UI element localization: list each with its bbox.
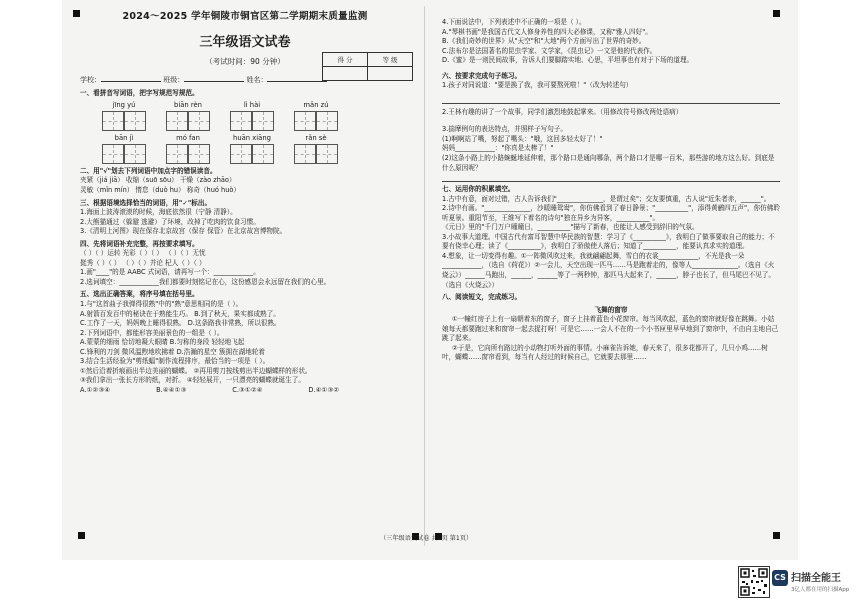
option-line: ①然后沿着折痕画出半边美丽的蝴蝶。 ②再用剪刀按线剪出半边蝴蝶样的形状。 — [80, 366, 312, 375]
pinyin: mó fan — [176, 134, 200, 143]
exam-subject: 三年级语文试卷 — [199, 34, 291, 50]
pinyin: biān rèn — [174, 101, 202, 110]
writing-cell[interactable] — [230, 144, 252, 164]
score-cell[interactable] — [323, 67, 368, 81]
question-line: 1.孩子对同说道："要是换了我，我可要熬死啦！"（改为转述句） — [442, 81, 633, 90]
question-line: 4.下面说法中，下列表述中不正确的一项是（ ）。 — [442, 18, 586, 26]
exam-time: （考试时间：90 分钟） — [205, 56, 285, 66]
question-line: 2.诗中有画。"______________，沙暖睡鸳鸯"，你仿佛看到了春日静景；"__________"，添得黄鹂四五声"，你仿佛聆听夏景。重阳节至，王维写下着名的诗句"独在异乡为异客，__________"。 — [442, 204, 780, 222]
option-d: D.④①③② — [308, 385, 340, 394]
pinyin: bān jì — [114, 134, 134, 143]
writing-cell[interactable] — [316, 144, 338, 164]
writing-cell[interactable] — [124, 111, 146, 131]
question-line: 2.下列词语中，都能形容美丽景色的一组是（ ）。 — [80, 328, 224, 337]
pinyin: jīng yú — [112, 101, 136, 110]
writing-cell[interactable] — [102, 111, 124, 131]
fill-sentence: 妈妈____________："你真是太棒了！" — [442, 144, 554, 153]
writing-cell[interactable] — [188, 111, 210, 131]
page-footer: （三年级语文试卷 共2页 第1页） — [380, 535, 473, 542]
section-1-heading: 一、看拼音写词语，把字写规范写规范。 — [80, 88, 199, 97]
writing-cell[interactable] — [316, 111, 338, 131]
score-table — [322, 52, 413, 81]
example-sentence: (1)啊啊站了嘴，努起了嘴头："哦，这回多轻太好了！" — [442, 134, 603, 143]
page-divider — [424, 6, 425, 546]
exam-title: 2024～2025 学年铜陵市铜官区第二学期期末质量监测 — [122, 11, 368, 22]
question-line: 1.海面上波涛滚滚的时候，海底依然很（宁静 清静）。 — [80, 208, 237, 217]
grade-cell[interactable] — [368, 67, 413, 81]
pinyin: lì hài — [243, 101, 261, 110]
answer-options — [80, 386, 410, 396]
pinyin-row-1 — [102, 101, 410, 111]
pinyin: huān xiāng — [233, 134, 271, 143]
section-6-heading: 六、按要求完成句子练习。 — [442, 71, 522, 80]
question-line: 3.结合生活经验为"剪纸蝠"制作流程排序，最恰当的一项是（ ）。 — [80, 357, 270, 366]
section-8-heading: 八、阅读短文，完成练习。 — [442, 293, 522, 302]
option-line: C.锋利的刀剑 微风温煦地吹拂着 D.浩瀚的星空 簇拥在湖地轮着 — [80, 347, 266, 356]
pinyin: rǎn sè — [305, 134, 327, 143]
option-a: A.①②③④ — [80, 385, 111, 394]
question-line: 灵敏（mǐn mín） 惰怠（duò hu） 称奇（huó huò） — [80, 185, 241, 194]
question-line: 1.古中有意，面对过错，古人告诉我们"______________，是谓过矣"；交友要慎重，古人说"近朱者赤，______"。 — [442, 194, 771, 203]
name-label: 姓名： — [246, 76, 268, 85]
registration-mark — [73, 10, 80, 17]
writing-grid-row-2 — [102, 144, 410, 164]
writing-cell[interactable] — [252, 111, 274, 131]
writing-cell[interactable] — [166, 111, 188, 131]
writing-grid-row-1 — [102, 111, 410, 131]
question-line: 挺秀（ ）（ ） （ ）（ ）并论 杞人（ ）（ ） — [80, 258, 206, 267]
section-7-heading: 七、运用你的积累填空。 — [442, 185, 515, 194]
option-line: ③我们拿出一张长方形的纸，对折。 ④轻轻展开，一只漂亮的蝴蝶就诞生了。 — [80, 376, 305, 385]
option-line: B.《我们奇妙的世界》从"天空"和"大地"两个方面写出了世界的奇妙。 — [442, 37, 646, 46]
question-line: 3.《清明上河图》现在保存北京故宫（保存 保管）在北京故宫博物院。 — [80, 227, 287, 236]
question-line: 1.画"____"的是 AABC 式词语，请再写一个：____________。 — [80, 268, 260, 277]
left-page — [80, 0, 410, 540]
answer-line[interactable] — [442, 173, 780, 182]
writing-cell[interactable] — [124, 144, 146, 164]
question-line: 2.王林有趣的讲了一个故事，同学们激烈地鼓起掌来。（用修改符号修改两处语病） — [442, 107, 683, 116]
writing-cell[interactable] — [294, 144, 316, 164]
section-5-heading: 五、选出正确答案，将序号填在括号里。 — [80, 290, 199, 299]
option-line: A."琴棋书画"是我国古代文人修身养性的四大必修课，又称"雅人四好"。 — [442, 27, 652, 36]
option-c: C.③①②④ — [232, 385, 263, 394]
passage-paragraph: ①一幢红房子上有一扇朝着东的窗子，窗子上挂着蓝色小花窗帘。每当风吹起，蓝色的窗帘就好像在跳舞。小姑娘每天都要跑过来和窗帘一起去捉打呀！可是它……一会人不在的一个小书匣里早早地到了窗帘中，不由自主地自己跳了起来。 — [442, 315, 779, 343]
question-line: 《元日》里的"千门万户曈曈日，__________"描写了新春，也能让人感受到辞旧的气氛。 — [442, 223, 699, 232]
section-4-heading: 四、先将词语补充完整，再按要求填写。 — [80, 239, 199, 248]
writing-cell[interactable] — [166, 144, 188, 164]
option-line: C.法布尔是法国著名的昆虫学家、文学家，《昆虫记》一文是他的代表作。 — [442, 46, 657, 55]
writing-cell[interactable] — [230, 111, 252, 131]
pinyin: mǎn zú — [303, 101, 329, 110]
answer-line[interactable] — [442, 91, 780, 104]
passage-paragraph: ②于是，它向所有路过的小动物打听外面的事情。小麻雀告诉她，春天来了，很多花都开了，几只小鸡……树叶，蝴蝶……窗帘看到，每当有人经过的时候自己，它就要去那里…… — [442, 343, 768, 362]
question-line: 3.小故事大道理。中国古代有富耳智慧中华民族的智慧：学习了《__________》，我明白了做事要取自己的能力；不要有侥幸心理；读了《__________》，我明白了骄傲使人落后；知道了__________，能要认真求实的道理。 — [442, 232, 775, 251]
qr-code-icon — [738, 566, 770, 598]
question-line: 夹紧（jiá jiā） 收缩（suō sōu） 干燥（zào zhāo） — [80, 176, 236, 185]
right-page — [442, 0, 780, 540]
school-label: 学校： — [80, 76, 101, 85]
option-line: D.《蜜》是一则民间故事，告诉人们要脚踏实地、心思，平坦事也有对于下场的道理。 — [442, 56, 694, 65]
camscanner-watermark — [738, 566, 856, 602]
question-line: 1.与"这首曲子我弹得很熟"中的"熟"意思相同的是（ ）。 — [80, 299, 243, 308]
section-2-heading: 二、用"√"划去下列词语中加点字的错误读音。 — [80, 166, 217, 175]
option-line: A.射箭百发百中的秘诀在于熟能生巧。 B.到了秋天，果实都成熟了。 — [80, 309, 280, 318]
writing-cell[interactable] — [102, 144, 124, 164]
option-b: B.④④①③ — [156, 385, 187, 394]
option-line: C.工作了一天，妈妈晚上睡得很熟。 D.这条路我非常熟，所以很熟。 — [80, 319, 281, 328]
option-line: A.蒙蒙的细雨 恰切地凝大眼睛 B.匀称的身段 轻轻地飞起 — [80, 338, 245, 347]
writing-cell[interactable] — [294, 111, 316, 131]
section-3-heading: 三、根据语境选择恰当的词语，用"✓"标出。 — [80, 198, 212, 207]
camscanner-logo-icon: CS — [772, 570, 788, 586]
writing-cell[interactable] — [252, 144, 274, 164]
pinyin-row-2 — [102, 134, 410, 144]
class-label: 班级： — [163, 76, 185, 85]
app-name: 扫描全能王 — [791, 573, 841, 584]
question-line: 4.想象，让一切变得有趣。①一阵微风吹过来，我就翩翩起舞，雪白的衣裳____________，不光是我一朵____________，（选自《荷花》）②一会儿，天空出现一匹马……马是跑着走的，像等人______________。（选自《火烧云》）______马跑出，______，______等了一两秒钟，那匹马大起来了，______，脖子也长了，但马尾巴不见了。（选自《火烧云》） — [442, 251, 775, 289]
question-line: (2)这条小路上的小路蜿蜒地延伸着，那个路口是通向哪条，两个路口才是哪一百米，那些游的地方这么好。到底是什么原因呢？ — [442, 154, 775, 172]
score-label: 得 分 — [323, 53, 368, 67]
question-line: 2.选词填空：____________我们都要时刻铭记在心，这份感恩会永远留在我们的心里。 — [80, 277, 331, 286]
passage-title: 飞舞的窗帘 — [594, 305, 628, 314]
question-line: 3.揣摩例句的表达特点，并照样子写句子。 — [442, 125, 567, 134]
writing-cell[interactable] — [188, 144, 210, 164]
grade-label: 等 级 — [368, 53, 413, 67]
question-line: 2.大熊猫通过（躲避 逃避）了环境，改掉了吃肉的饮食习惯。 — [80, 217, 260, 226]
question-line: （ ）（ ）运转 光彩（ ）（ ） （ ）（ ）无忧 — [80, 249, 206, 258]
app-tagline: 3亿人都在用的扫描App — [791, 587, 850, 593]
